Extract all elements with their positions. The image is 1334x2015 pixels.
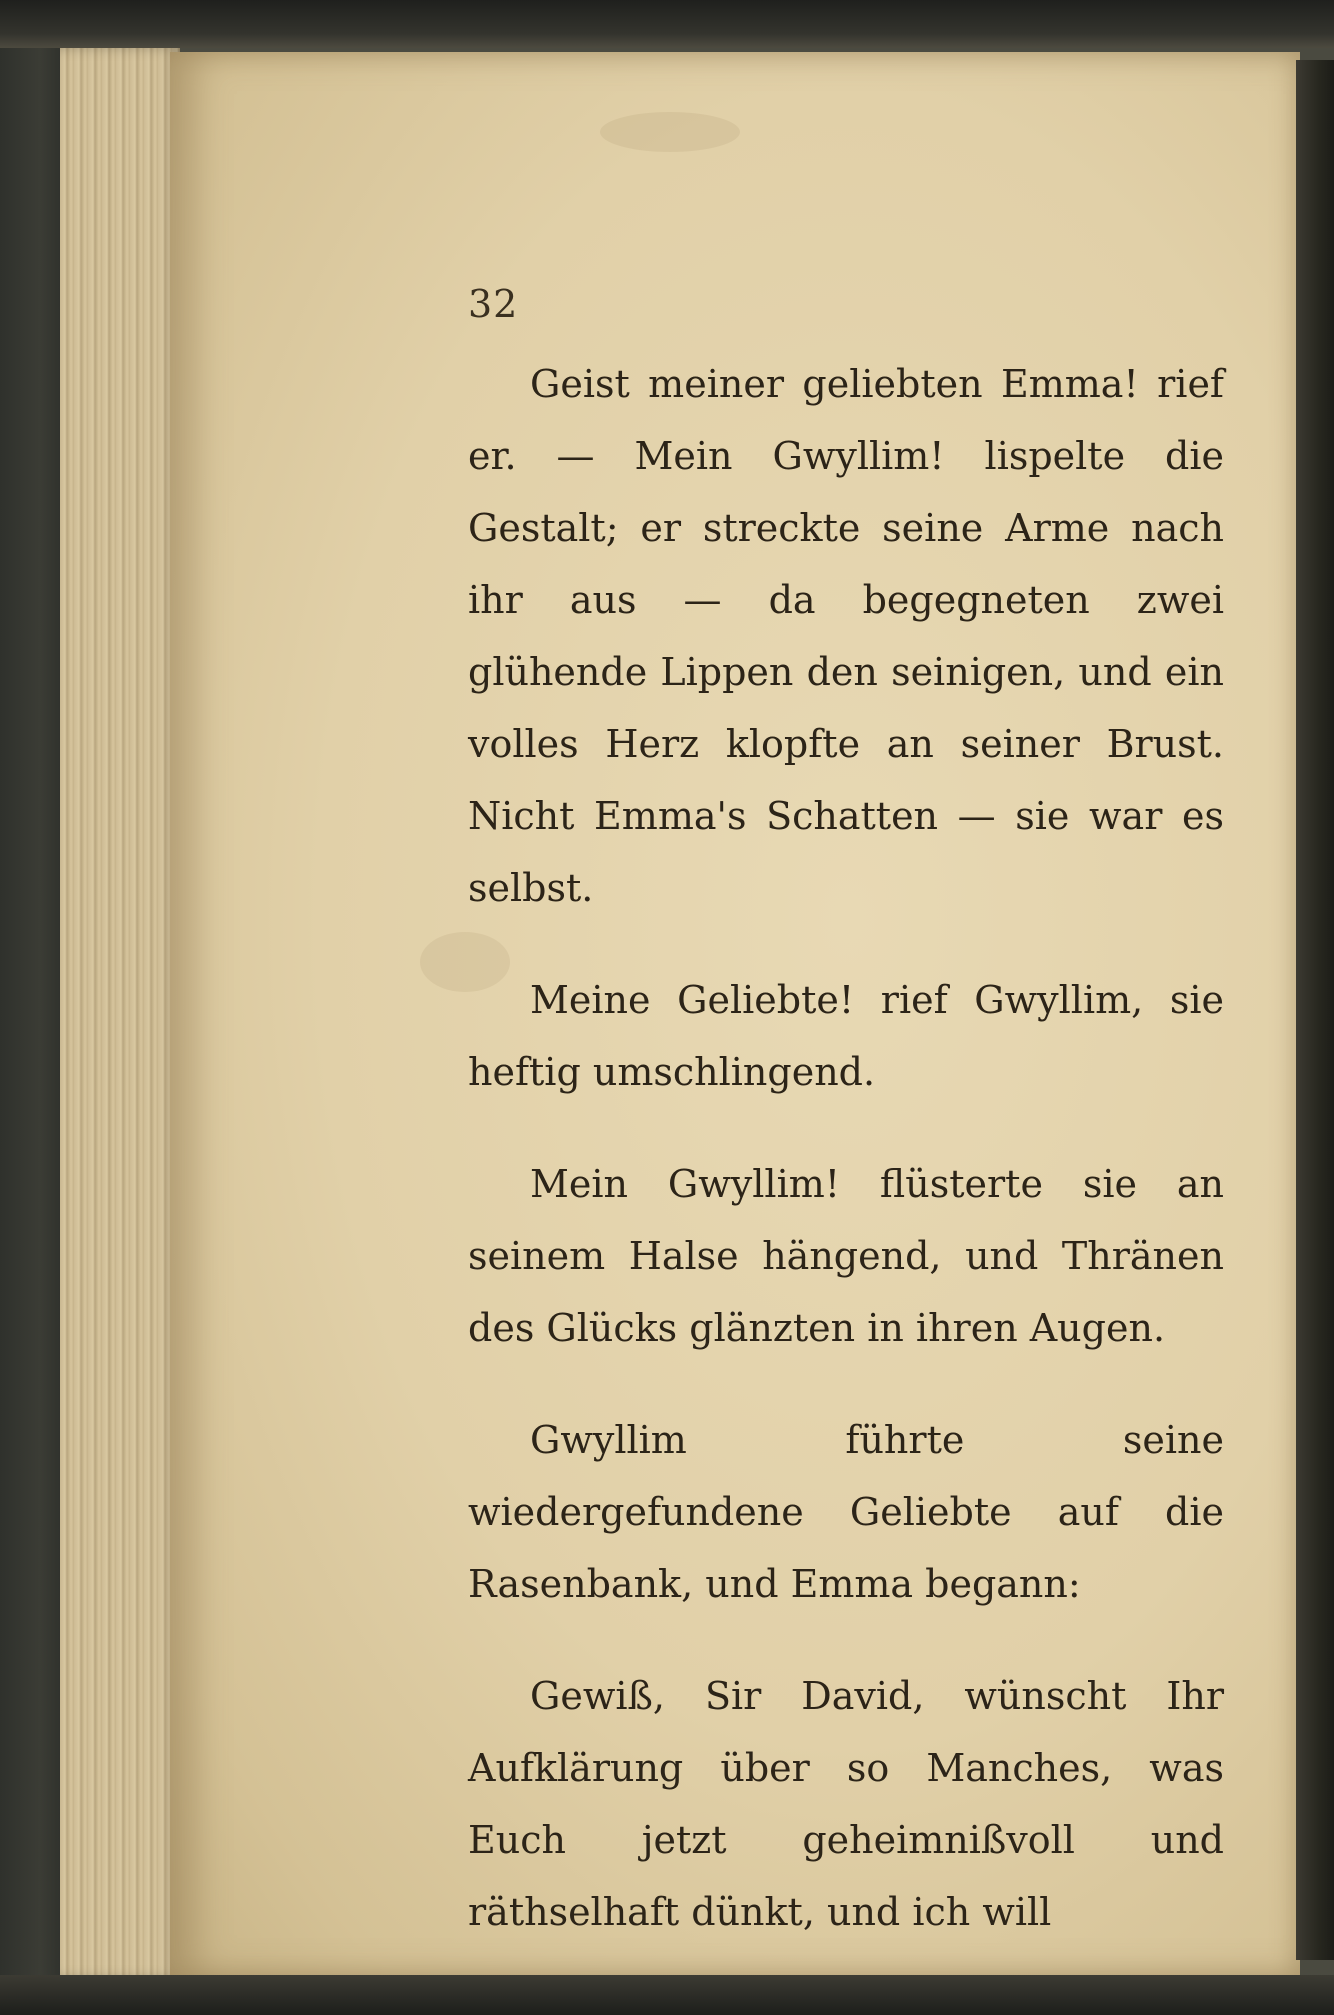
page-body-text	[468, 348, 1224, 1988]
paragraph: Gwyllim führte seine wiedergefundene Geliebte auf die Rasenbank, und Emma begann:	[468, 1418, 1224, 1606]
paragraph: Meine Geliebte! rief Gwyllim, sie heftig umschlingend.	[468, 978, 1224, 1094]
book-cover-top	[0, 0, 1334, 48]
page-number: 32	[468, 282, 519, 326]
paragraph: Mein Gwyllim! flüsterte sie an seinem Halse hängend, und Thränen des Glücks glänzten in ihren Augen.	[468, 1162, 1224, 1350]
page-stain	[600, 112, 740, 152]
paragraph: Gewiß, Sir David, wünscht Ihr Aufklärung über so Manches, was Euch jetzt geheimnißvoll und räthselhaft dünkt, und ich will	[468, 1674, 1224, 1934]
page-edges	[60, 48, 180, 1978]
paragraph: Geist meiner geliebten Emma! rief er. — Mein Gwyllim! lispelte die Gestalt; er streckte seine Arme nach ihr aus — da begegneten zwei glühende Lippen den seinigen, und ein volles Herz klopfte an seiner Brust. Nicht Emma's Schatten — sie war es selbst.	[468, 362, 1224, 910]
book-cover-right-edge	[1296, 60, 1334, 1960]
